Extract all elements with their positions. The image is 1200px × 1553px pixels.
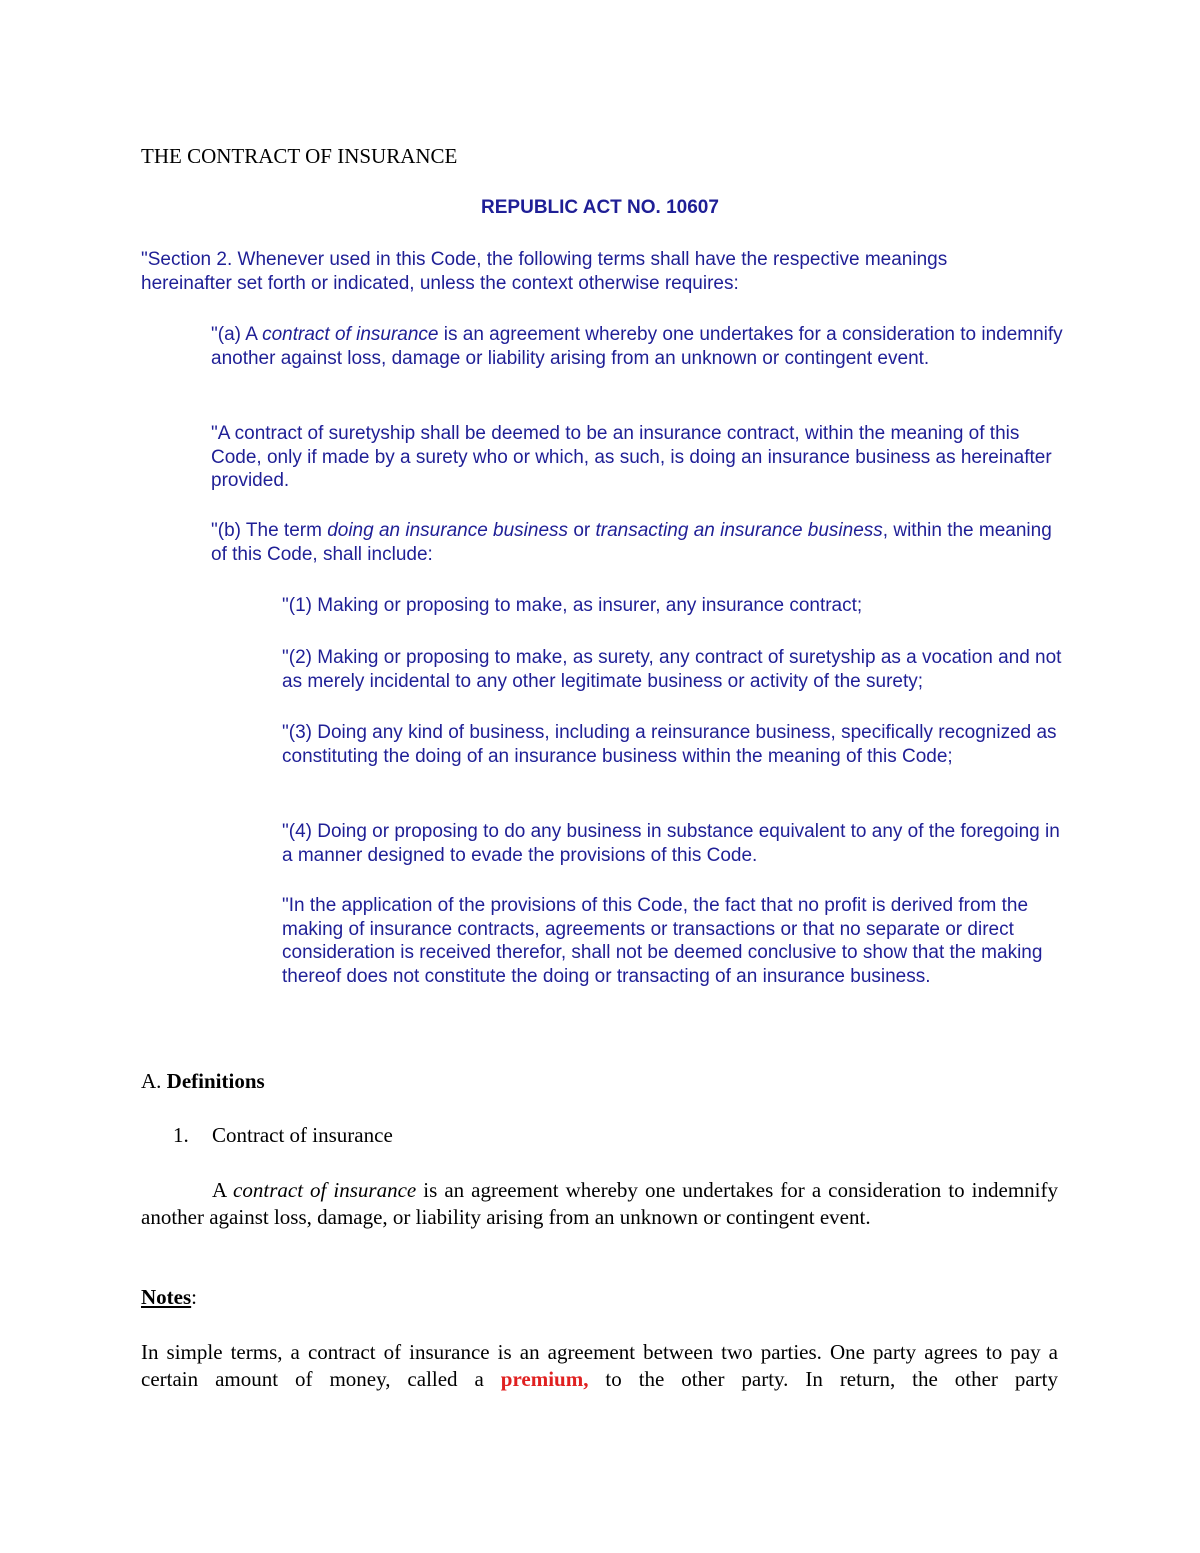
notes-text-1: In simple terms, a contract of insurance is an agreement between two parties. One party agrees to pay a certain amount of money, called a (141, 1340, 1058, 1391)
paragraph-b-italic-2: transacting an insurance business (595, 520, 883, 541)
paragraph-a-text-1: "(a) A (211, 324, 263, 345)
suretyship-paragraph: "A contract of suretyship shall be deemed to be an insurance contract, within the meaning of this Code, only if made by a surety who or which, as such, is doing an insurance business as hereinafter provided. (211, 423, 1052, 491)
notes-colon: : (191, 1285, 197, 1309)
statute-item-4: "(4) Doing or proposing to do any business in substance equivalent to any of the foregoing in a manner designed to evade the provisions of this Code. (282, 821, 1060, 866)
notes-label: Notes (141, 1285, 192, 1309)
document-title: THE CONTRACT OF INSURANCE (141, 144, 458, 168)
paragraph-b-text-2: or (568, 520, 596, 541)
notes-text-2: to the other party. In return, the other party (588, 1367, 1058, 1391)
application-paragraph: "In the application of the provisions of this Code, the fact that no profit is derived from the making of insurance contracts, agreements or transactions or that no separate or direct consideration is received therefor, shall not be deemed conclusive to show that the making thereof does not constitute the doing or transacting of an insurance business. (282, 895, 1043, 987)
section-a-heading (141, 1068, 265, 1094)
list-item-contract-of-insurance: Contract of insurance (212, 1123, 393, 1147)
premium-highlight: premium, (500, 1367, 589, 1391)
notes-paragraph (141, 1339, 1058, 1393)
act-title: REPUBLIC ACT NO. 10607 (481, 197, 719, 218)
definition-italic: contract of insurance (233, 1178, 417, 1202)
notes-heading (141, 1284, 197, 1310)
paragraph-b-text-3: , within the meaning of this Code, shall include: (211, 520, 1052, 565)
statute-item-1: "(1) Making or proposing to make, as insurer, any insurance contract; (282, 595, 863, 616)
definition-paragraph (141, 1177, 1058, 1231)
paragraph-a-italic: contract of insurance (262, 324, 439, 345)
paragraph-a (211, 323, 1071, 370)
section-a-letter: A. (141, 1069, 162, 1093)
definition-text-2: is an agreement whereby one undertakes for a consideration to indemnify another against loss, damage, or liability arising from an unknown or contingent event. (141, 1178, 1059, 1229)
paragraph-b-italic-1: doing an insurance business (327, 520, 569, 541)
section-a-title: Definitions (161, 1069, 265, 1093)
definition-text-1: A (212, 1178, 234, 1202)
list-number-1: 1. (173, 1123, 189, 1147)
paragraph-a-text-2: is an agreement whereby one undertakes for a consideration to indemnify another against loss, damage or liability arising from an unknown or contingent event. (211, 324, 1063, 369)
paragraph-b-text-1: "(b) The term (211, 520, 328, 541)
statute-item-2: "(2) Making or proposing to make, as surety, any contract of suretyship as a vocation and not as merely incidental to any other legitimate business or activity of the surety; (282, 647, 1062, 692)
statute-item-3: "(3) Doing any kind of business, including a reinsurance business, specifically recognized as constituting the doing of an insurance business within the meaning of this Code; (282, 722, 1057, 767)
paragraph-b (211, 519, 1071, 566)
section-intro: "Section 2. Whenever used in this Code, the following terms shall have the respective meanings hereinafter set forth or indicated, unless the context otherwise requires: (141, 249, 948, 294)
